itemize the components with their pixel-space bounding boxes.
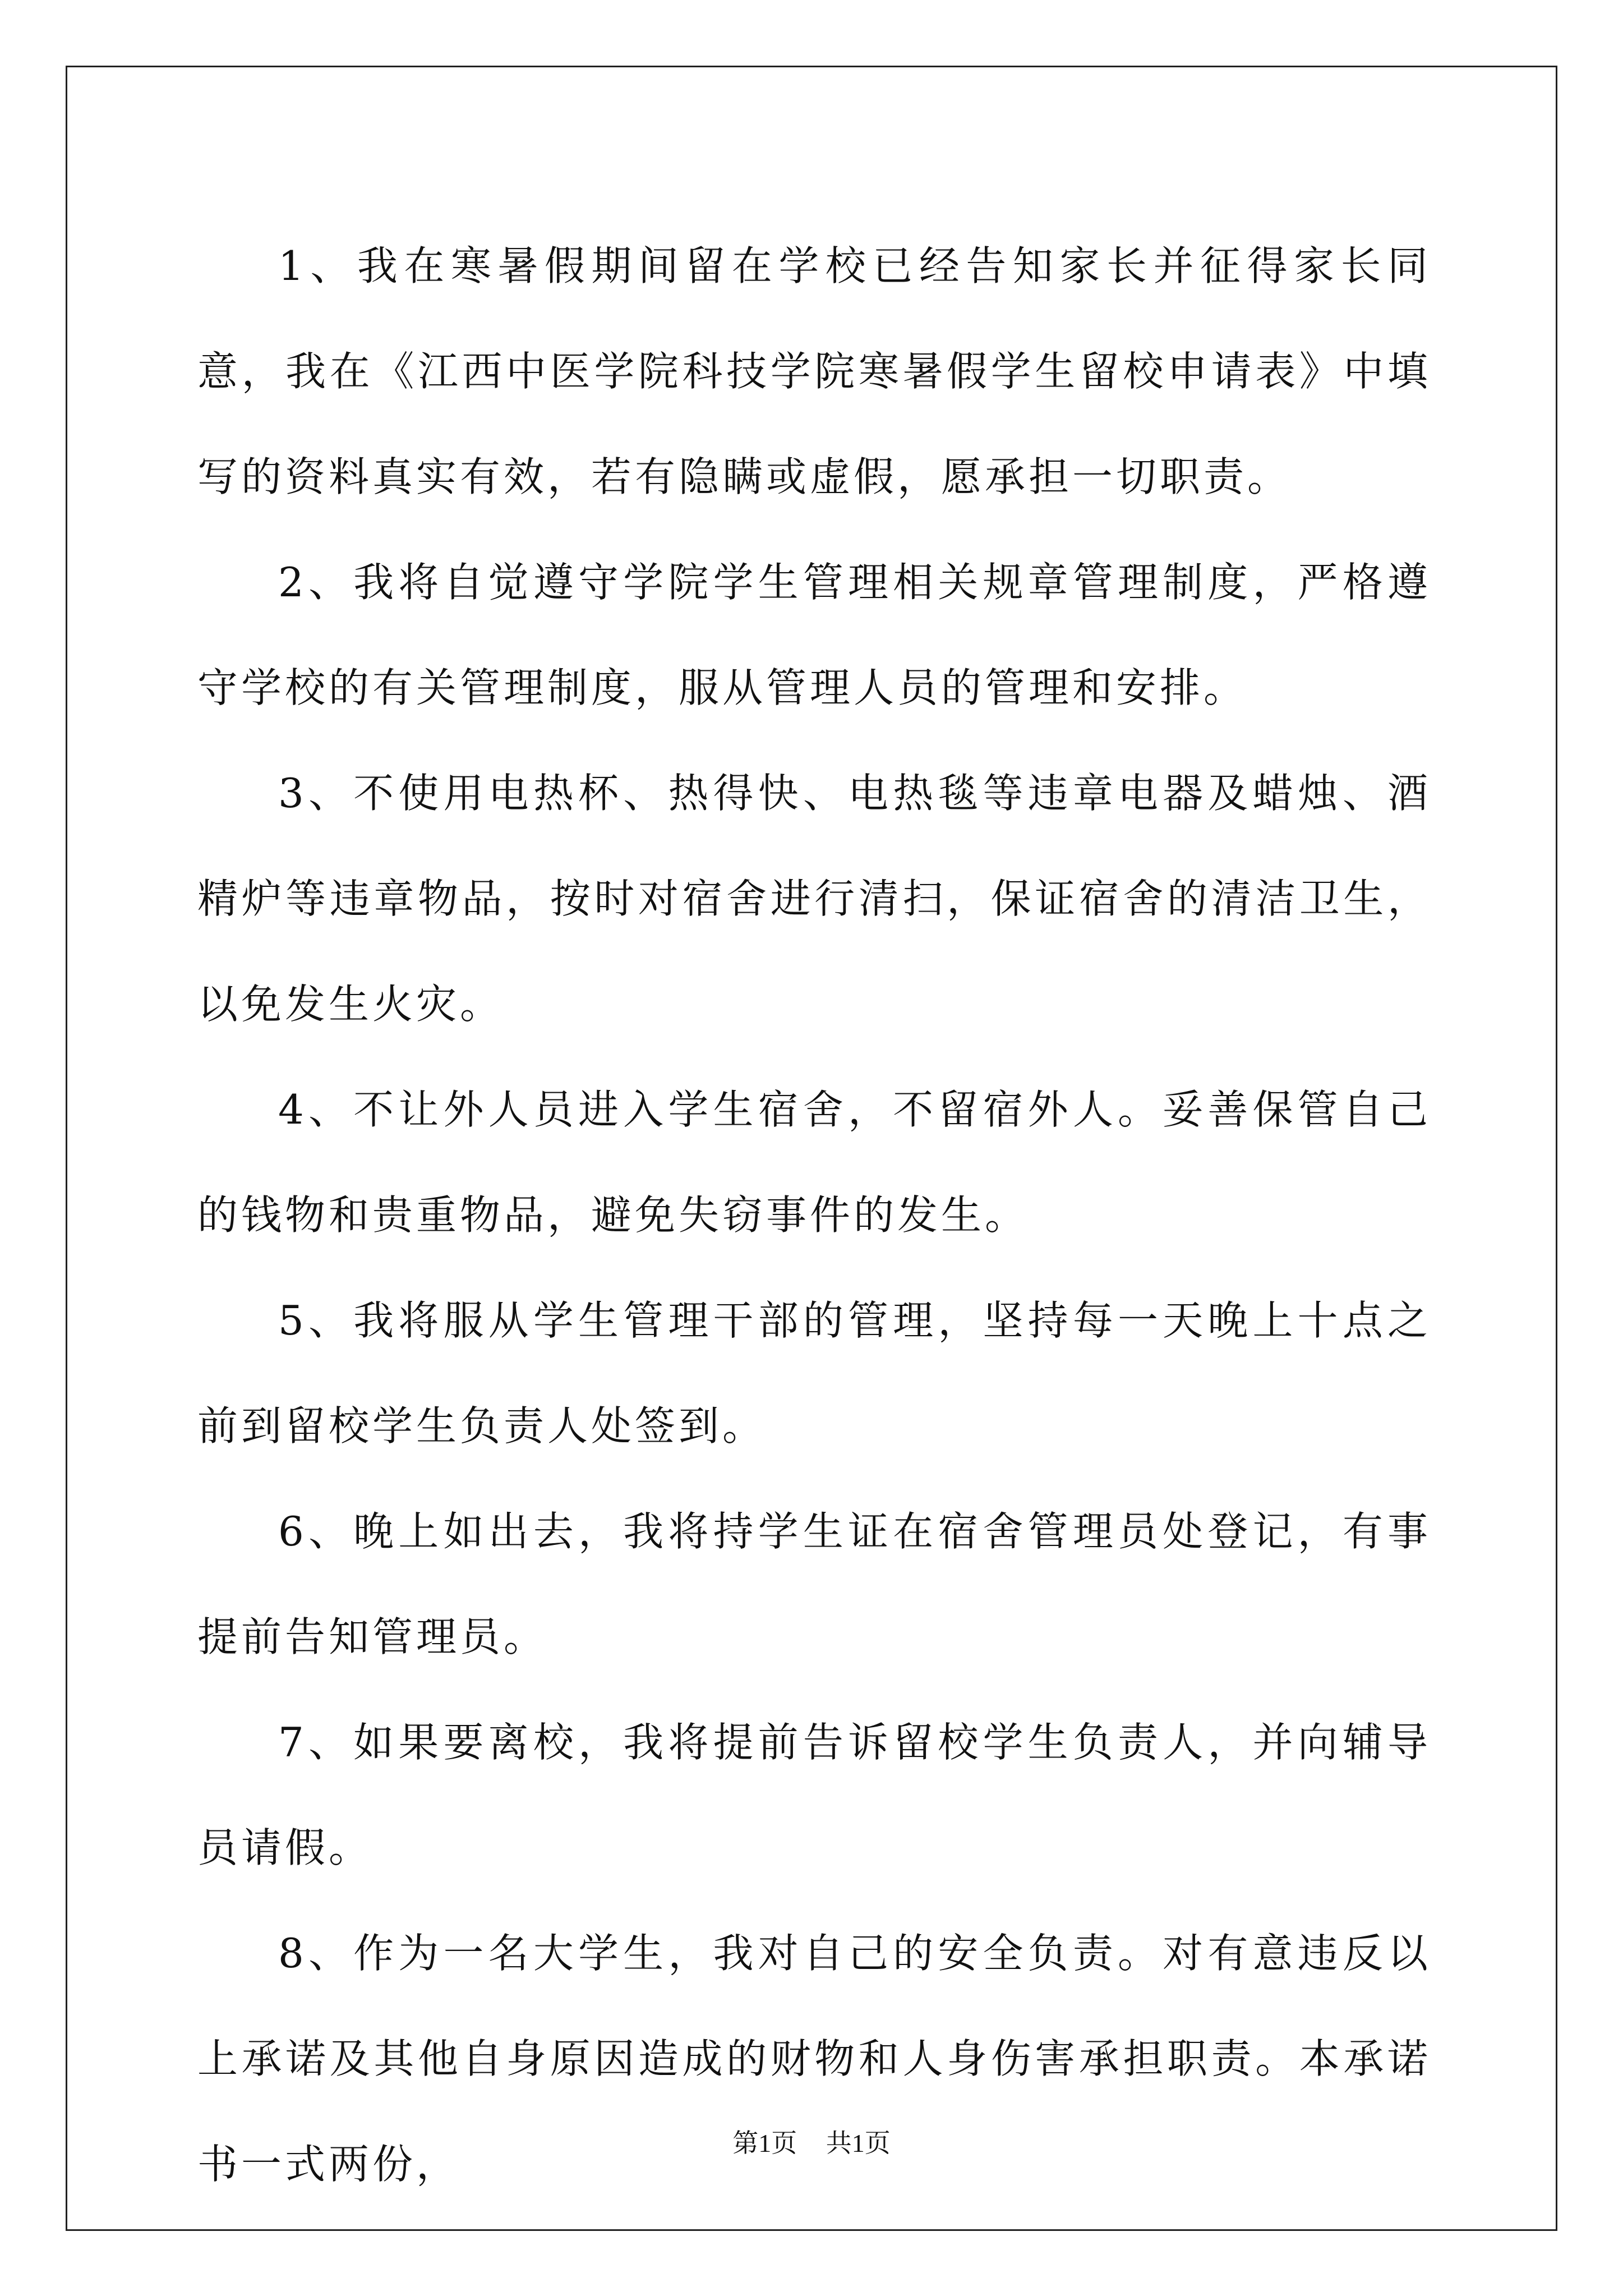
paragraph-7: 7、如果要离校，我将提前告诉留校学生负责人，并向辅导员请假。 — [197, 1719, 1431, 1871]
paragraph-2: 2、我将自觉遵守学院学生管理相关规章管理制度，严格遵守学校的有关管理制度，服从管理人员的管理和安排。 — [197, 559, 1431, 711]
paragraph-6: 6、晚上如出去，我将持学生证在宿舍管理员处登记，有事提前告知管理员。 — [197, 1508, 1431, 1660]
page-number: 第1页 — [732, 2129, 797, 2157]
paragraph-3: 3、不使用电热杯、热得快、电热毯等违章电器及蜡烛、酒精炉等违章物品，按时对宿舍进行清扫，保证宿舍的清洁卫生，以免发生火灾。 — [197, 770, 1431, 1028]
page-footer — [0, 2127, 1623, 2160]
page-total: 共1页 — [826, 2129, 891, 2157]
document-body — [197, 213, 1431, 2217]
paragraph-4: 4、不让外人员进入学生宿舍，不留宿外人。妥善保管自己的钱物和贵重物品，避免失窃事件的发生。 — [197, 1086, 1431, 1239]
paragraph-8: 8、作为一名大学生，我对自己的安全负责。对有意违反以上承诺及其他自身原因造成的财物和人身伤害承担职责。本承诺书一式两份， — [197, 1930, 1431, 2188]
paragraph-1: 1、我在寒暑假期间留在学校已经告知家长并征得家长同意，我在《江西中医学院科技学院寒暑假学生留校申请表》中填写的资料真实有效，若有隐瞒或虚假，愿承担一切职责。 — [197, 242, 1431, 500]
paragraph-5: 5、我将服从学生管理干部的管理，坚持每一天晚上十点之前到留校学生负责人处签到。 — [197, 1297, 1431, 1450]
